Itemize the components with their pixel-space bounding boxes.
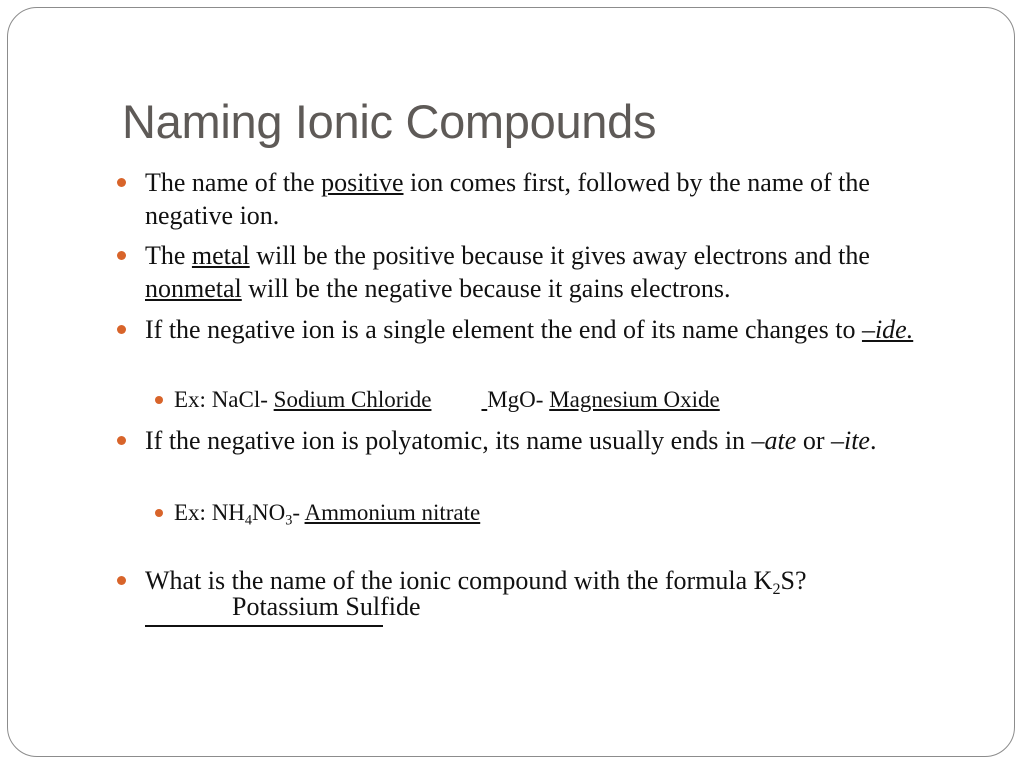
bullet-dot-icon xyxy=(155,396,163,404)
answer-text: Potassium Sulfide xyxy=(232,592,421,621)
bullet-5: What is the name of the ionic compound with the formula $K_2S$? xyxy=(145,564,960,597)
example-1: Ex: NaCl- Sodium Chloride MgO- Magnesium Oxide xyxy=(174,385,954,415)
bullet-dot-icon xyxy=(117,251,126,260)
slide-title: Naming Ionic Compounds xyxy=(122,95,657,148)
bullet-3: If the negative ion is a single element the end of its name changes to –ide. xyxy=(145,313,960,346)
slide xyxy=(7,7,1015,757)
bullet-2: The metal will be the positive because it gives away electrons and the nonmetal will be the negative because it gains electrons. xyxy=(145,239,960,305)
bullet-dot-icon xyxy=(155,509,163,517)
bullet-4: If the negative ion is polyatomic, its name usually ends in –ate or –ite. xyxy=(145,424,960,457)
example-2: Ex: $NH_4NO_3-$ Ammonium nitrate xyxy=(174,498,954,528)
bullet-dot-icon xyxy=(117,325,126,334)
bullet-dot-icon xyxy=(117,436,126,445)
bullet-dot-icon xyxy=(117,178,126,187)
bullet-dot-icon xyxy=(117,576,126,585)
answer-blank-line xyxy=(145,625,383,627)
bullet-1: The name of the positive ion comes first, followed by the name of the negative ion. xyxy=(145,166,960,232)
